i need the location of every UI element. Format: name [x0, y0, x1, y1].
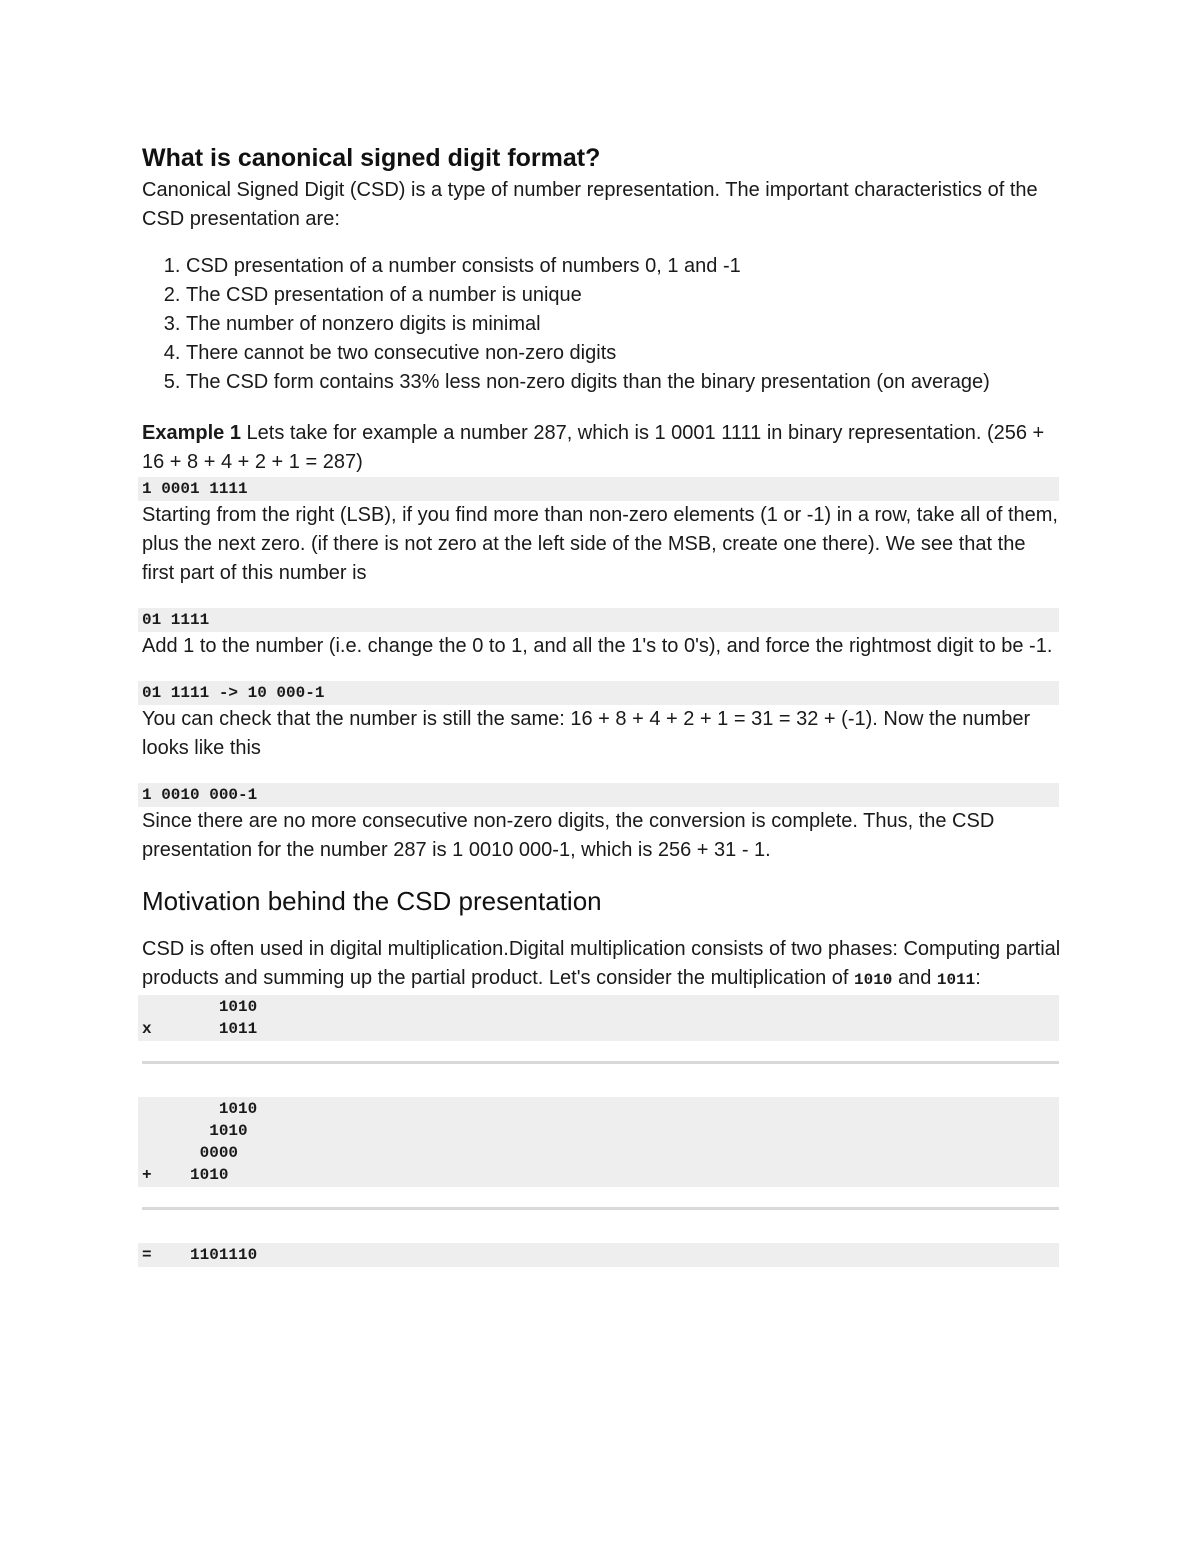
- inline-code-operand-a: 1010: [853, 971, 893, 989]
- example-label: Example 1: [142, 422, 241, 444]
- example-paragraph: [142, 419, 1063, 477]
- list-item: 2. The CSD presentation of a number is unique: [186, 281, 1063, 310]
- code-block-first-part: 01 1111: [138, 608, 1059, 632]
- motivation-text: CSD is often used in digital multiplication.Digital multiplication consists of two phases: Computing partial products and summing up the partial product. Let's consider the multiplication of: [142, 938, 1061, 989]
- document-page: [142, 140, 1063, 1267]
- motivation-paragraph: [142, 935, 1063, 995]
- page-title: What is canonical signed digit format?: [142, 144, 601, 172]
- conclusion-paragraph: Since there are no more consecutive non-zero digits, the conversion is complete. Thus, the CSD presentation for the number 287 is 1 0010 000-1, which is 256 + 31 - 1.: [142, 810, 995, 861]
- code-block-partial-products: 1010 1010 0000 + 1010: [138, 1097, 1059, 1187]
- example-text: Lets take for example a number 287, which is 1 0001 1111 in binary representation. (256 + 16 + 8 + 4 + 2 + 1 = 287): [142, 422, 1045, 473]
- horizontal-rule: [142, 1061, 1059, 1064]
- horizontal-rule: [142, 1207, 1059, 1210]
- code-block-result-csd: 1 0010 000-1: [138, 783, 1059, 807]
- section-heading: Motivation behind the CSD presentation: [142, 886, 602, 916]
- code-block-sum-result: = 1101110: [138, 1243, 1059, 1267]
- inline-code-operand-b: 1011: [936, 971, 976, 989]
- colon: :: [975, 967, 981, 989]
- list-item: 1. CSD presentation of a number consists of numbers 0, 1 and -1: [186, 252, 1063, 281]
- list-item: 3. The number of nonzero digits is minimal: [186, 310, 1063, 339]
- list-item: 4. There cannot be two consecutive non-zero digits: [186, 339, 1063, 368]
- characteristics-list: [142, 252, 1063, 397]
- code-block-multiplication: 1010 x 1011: [138, 995, 1059, 1041]
- step-one-paragraph: Starting from the right (LSB), if you find more than non-zero elements (1 or -1) in a row, take all of them, plus the next zero. (if there is not zero at the left side of the MSB, create one there). We see that the first part of this number is: [142, 504, 1058, 584]
- code-block-conversion: 01 1111 -> 10 000-1: [138, 681, 1059, 705]
- list-item: 5. The CSD form contains 33% less non-zero digits than the binary presentation (on average): [186, 368, 1063, 397]
- code-block-binary: 1 0001 1111: [138, 477, 1059, 501]
- step-two-paragraph: Add 1 to the number (i.e. change the 0 to 1, and all the 1's to 0's), and force the rightmost digit to be -1.: [142, 635, 1053, 657]
- step-three-paragraph: You can check that the number is still the same: 16 + 8 + 4 + 2 + 1 = 31 = 32 + (-1). Now the number looks like this: [142, 708, 1031, 759]
- intro-paragraph: Canonical Signed Digit (CSD) is a type of number representation. The important characteristics of the CSD presentation are:: [142, 179, 1038, 230]
- and-word: and: [892, 967, 937, 989]
